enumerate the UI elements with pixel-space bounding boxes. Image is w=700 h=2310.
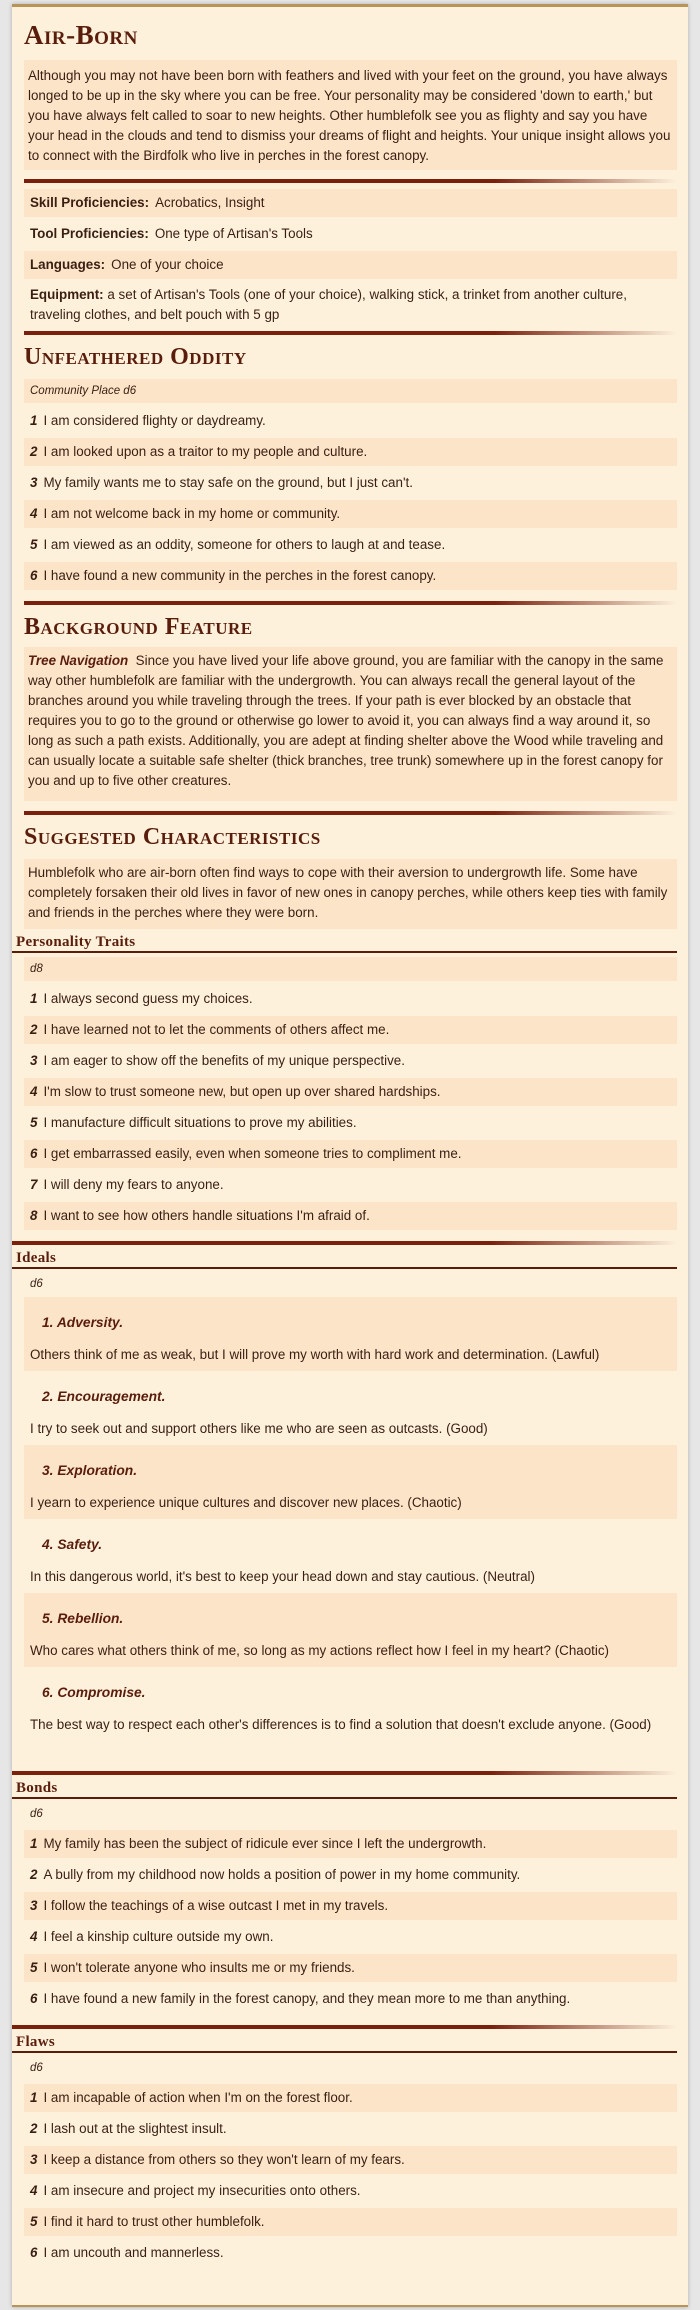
oddity-die: Community Place d6 xyxy=(24,379,677,403)
section-divider xyxy=(24,601,677,605)
ideal-title: 3. Exploration. xyxy=(42,1463,138,1478)
traits-heading: Personality Traits xyxy=(12,933,677,953)
ideal-text: Who cares what others think of me, so long as my actions reflect how I feel in my heart? (Chaotic) xyxy=(30,1643,610,1658)
characteristics-text: Humblefolk who are air-born often find ways to cope with their aversion to undergrowth life. Some have completely forsaken their old lives in favor of new ones in canopy perches, while others keep ties with family and friends in the perches where they were born. xyxy=(28,865,668,920)
section-title: Suggested Characteristics xyxy=(24,824,321,850)
list-item: 3 I am eager to show off the benefits of my unique perspective. xyxy=(30,1053,405,1068)
feature-block xyxy=(24,647,677,801)
flaws-heading: Flaws xyxy=(12,2033,677,2053)
feature-value: One type of Artisan's Tools xyxy=(154,226,313,241)
section-divider xyxy=(24,331,677,335)
section-divider xyxy=(24,179,677,183)
list-item: 4 I'm slow to trust someone new, but open up over shared hardships. xyxy=(24,1078,677,1106)
traits-die: d8 xyxy=(24,957,677,981)
list-item: 2 A bully from my childhood now holds a position of power in my home community. xyxy=(30,1867,521,1882)
background-title xyxy=(24,19,677,51)
ideal-item xyxy=(24,1593,677,1667)
list-item: 5 I won't tolerate anyone who insults me or my friends. xyxy=(24,1954,677,1982)
feature-value: One of your choice xyxy=(111,257,224,272)
ideals-heading: Ideals xyxy=(12,1249,677,1269)
list-item: 7 I will deny my fears to anyone. xyxy=(30,1177,224,1192)
list-item: 1 My family has been the subject of ridicule ever since I left the undergrowth. xyxy=(24,1830,677,1858)
list-item: 4 I feel a kinship culture outside my own. xyxy=(30,1929,274,1944)
feature-value: Acrobatics, Insight xyxy=(155,195,265,210)
oddity-section xyxy=(24,341,677,373)
list-item: 3 I keep a distance from others so they won't learn of my fears. xyxy=(24,2146,677,2174)
ideal-item xyxy=(24,1371,677,1445)
list-item: 2 I am looked upon as a traitor to my people and culture. xyxy=(24,438,677,466)
feature-tools xyxy=(24,220,677,248)
feature-text: Since you have lived your life above ground, you are familiar with the canopy in the same way other humblefolk are familiar with the undergrowth. You can always recall the general layout of the branches around you while traveling through the trees. If your path is ever blocked by an obstacle that requires you to go to the ground or otherwise go lower to avoid it, you can always find a way around it, so long as such a path exists. Additionally, you are adept at finding shelter above the Wood while traveling and can usually locate a suitable safe shelter (thick branches, tree trunk) somewhere up in the forest canopy for you and up to five other creatures. xyxy=(28,653,664,788)
section-divider xyxy=(12,1771,677,1775)
list-item: 6 I have found a new family in the forest canopy, and they mean more to me than anything. xyxy=(30,1991,571,2006)
ideal-item xyxy=(24,1667,677,1767)
ideal-text: I yearn to experience unique cultures and discover new places. (Chaotic) xyxy=(30,1495,462,1510)
feature-value: a set of Artisan's Tools (one of your choice), walking stick, a trinket from another culture, traveling clothes, and belt pouch with 5 gp xyxy=(30,287,627,322)
list-item: 6 I get embarrassed easily, even when someone tries to compliment me. xyxy=(24,1140,677,1168)
feature-label: Languages: xyxy=(30,257,106,272)
list-item: 3 My family wants me to stay safe on the ground, but I just can't. xyxy=(30,475,413,490)
list-item: 6 I have found a new community in the perches in the forest canopy. xyxy=(24,562,677,590)
list-item: 5 I manufacture difficult situations to prove my abilities. xyxy=(30,1115,357,1130)
section-title: Unfeathered Oddity xyxy=(24,344,247,370)
ideal-text: Others think of me as weak, but I will prove my worth with hard work and determination. (Lawful) xyxy=(30,1347,600,1362)
list-item: 6 I am uncouth and mannerless. xyxy=(30,2245,224,2260)
intro-text: Although you may not have been born with feathers and lived with your feet on the ground, you have always longed to be up in the sky where you can be free. Your personality may be considered 'down to earth,' but you have always felt called to soar to new heights. Other humblefolk see you as flighty and say you have your head in the clouds and tend to dismiss your dreams of flight and heights. Your unique insight allows you to connect with the Birdfolk who live in perches in the forest canopy. xyxy=(28,68,671,163)
intro-block xyxy=(24,60,677,170)
feature-label: Tool Proficiencies: xyxy=(30,226,149,241)
ideal-title: 1. Adversity. xyxy=(42,1315,124,1330)
ideal-title: 2. Encouragement. xyxy=(42,1389,166,1404)
feature-label: Skill Proficiencies: xyxy=(30,195,150,210)
ideal-text: I try to seek out and support others like me who are seen as outcasts. (Good) xyxy=(30,1421,488,1436)
list-item: 2 I lash out at the slightest insult. xyxy=(30,2121,227,2136)
section-divider xyxy=(24,811,677,815)
feature-section xyxy=(24,611,677,643)
feature-name: Tree Navigation xyxy=(28,653,129,668)
bonds-heading: Bonds xyxy=(12,1779,677,1799)
ideal-title: 6. Compromise. xyxy=(42,1685,146,1700)
section-divider xyxy=(12,1241,677,1245)
feature-skills xyxy=(24,189,677,217)
list-item: 1 I always second guess my choices. xyxy=(30,991,253,1006)
ideal-title: 5. Rebellion. xyxy=(42,1611,124,1626)
list-item: 5 I find it hard to trust other humblefolk. xyxy=(24,2208,677,2236)
section-title: Background Feature xyxy=(24,614,253,640)
feature-label: Equipment: xyxy=(30,287,104,302)
list-item: 5 I am viewed as an oddity, someone for others to laugh at and tease. xyxy=(30,537,446,552)
ideal-item xyxy=(24,1297,677,1371)
ideal-text: The best way to respect each other's differences is to find a solution that doesn't exclude anyone. (Good) xyxy=(30,1717,652,1732)
list-item: 4 I am not welcome back in my home or community. xyxy=(24,500,677,528)
ideal-title: 4. Safety. xyxy=(42,1537,103,1552)
ideals-die: d6 xyxy=(30,1278,43,1290)
characteristics-block xyxy=(24,859,677,929)
list-item: 3 I follow the teachings of a wise outcast I met in my travels. xyxy=(24,1892,677,1920)
ideal-item xyxy=(24,1445,677,1519)
characteristics-section xyxy=(24,821,677,853)
ideal-text: In this dangerous world, it's best to keep your head down and stay cautious. (Neutral) xyxy=(30,1569,535,1584)
ideal-item xyxy=(24,1519,677,1593)
feature-equipment xyxy=(24,285,677,325)
flaws-die: d6 xyxy=(30,2062,43,2074)
list-item: 2 I have learned not to let the comments of others affect me. xyxy=(24,1016,677,1044)
feature-languages xyxy=(24,251,677,279)
list-item: 1 I am incapable of action when I'm on the forest floor. xyxy=(24,2084,677,2112)
section-divider xyxy=(12,2025,677,2029)
page xyxy=(12,4,688,2307)
bonds-die: d6 xyxy=(30,1808,43,1820)
list-item: 4 I am insecure and project my insecurities onto others. xyxy=(30,2183,361,2198)
page-title: Air-Born xyxy=(24,20,138,50)
list-item: 1 I am considered flighty or daydreamy. xyxy=(30,413,266,428)
list-item: 8 I want to see how others handle situations I'm afraid of. xyxy=(24,1202,677,1230)
